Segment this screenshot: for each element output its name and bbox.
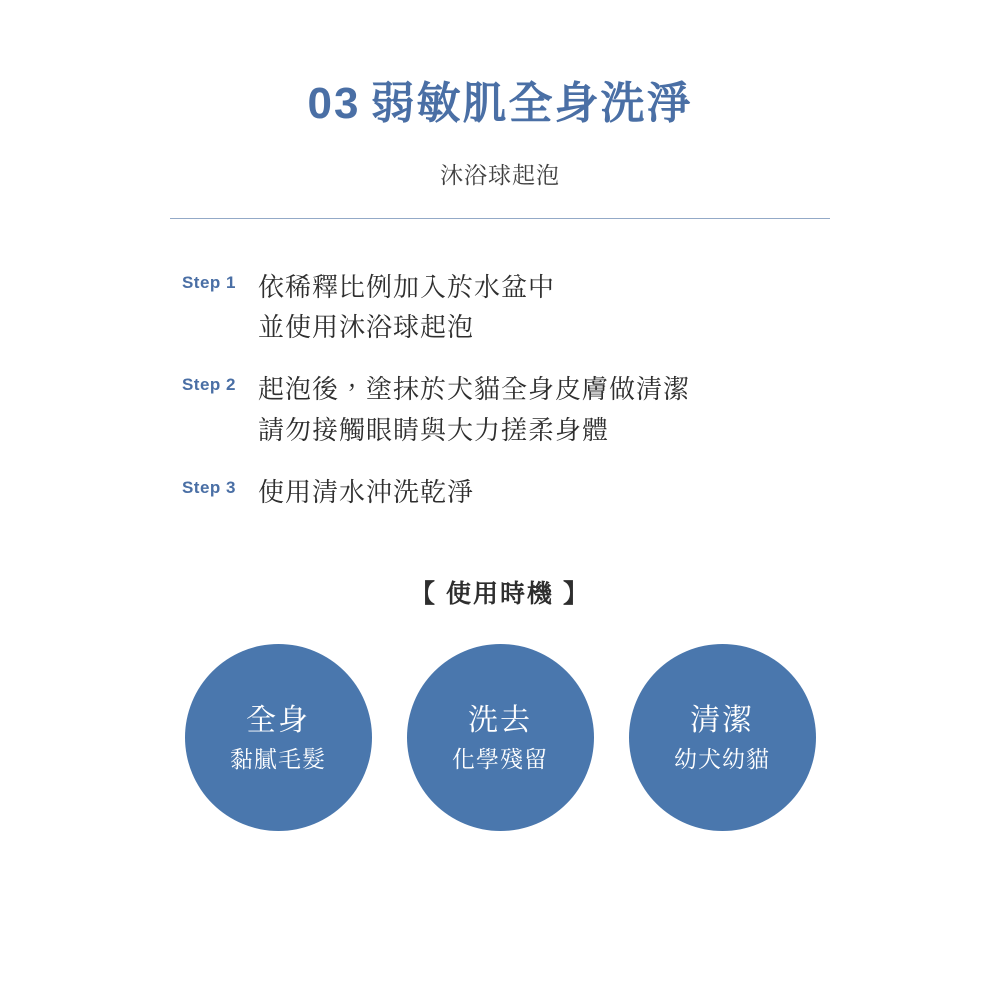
- usage-circle-title: 全身: [246, 703, 310, 737]
- page-title: [0, 78, 1000, 131]
- page-subtitle: 沐浴球起泡: [440, 161, 560, 188]
- usage-circle-title: 洗去: [468, 703, 532, 737]
- step-line: 使用清水沖洗乾淨: [258, 476, 475, 507]
- step-item: [150, 472, 850, 512]
- usage-circle: [185, 644, 372, 831]
- step-content: [258, 472, 850, 512]
- usage-circle: [407, 644, 594, 831]
- step-line: 起泡後，塗抹於犬貓全身皮膚做清潔: [258, 374, 691, 405]
- usage-circle-group: [0, 644, 1000, 831]
- usage-circle: [629, 644, 816, 831]
- step-content: [258, 369, 850, 450]
- section-title-text: 弱敏肌全身洗淨: [370, 79, 693, 128]
- step-line: 依稀釋比例加入於水盆中: [258, 271, 556, 302]
- usage-circle-caption: 幼犬幼貓: [674, 746, 770, 773]
- usage-heading: 【 使用時機 】: [410, 580, 590, 609]
- usage-circle-title: 清潔: [690, 703, 754, 737]
- step-content: [258, 267, 850, 348]
- step-item: [150, 369, 850, 450]
- header-divider: [170, 218, 830, 219]
- step-line: 並使用沐浴球起泡: [258, 312, 475, 343]
- section-number: 03: [307, 79, 361, 128]
- step-line: 請勿接觸眼睛與大力搓柔身體: [258, 414, 610, 445]
- steps-list: [150, 267, 850, 512]
- usage-circle-caption: 黏膩毛髮: [230, 746, 326, 773]
- step-label: Step 1: [181, 272, 236, 292]
- step-label: Step 3: [181, 477, 236, 497]
- step-label: Step 2: [181, 375, 236, 395]
- step-item: [150, 267, 850, 348]
- usage-circle-caption: 化學殘留: [452, 746, 548, 773]
- page-header: [0, 0, 1000, 219]
